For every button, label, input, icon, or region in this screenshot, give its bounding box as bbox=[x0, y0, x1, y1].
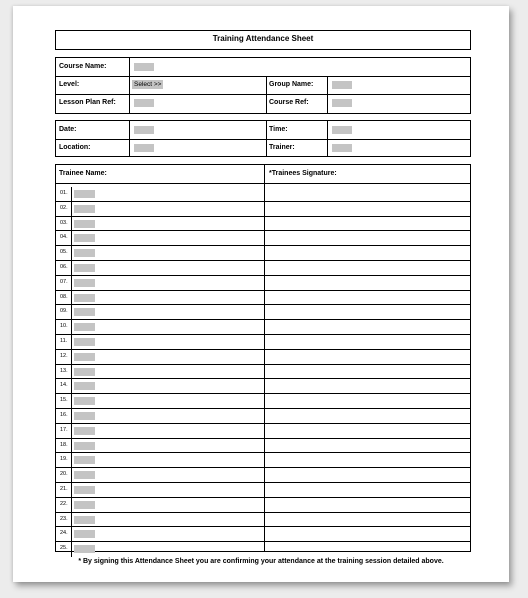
lesson-plan-field[interactable] bbox=[134, 99, 154, 107]
table-row bbox=[56, 231, 470, 246]
row-number: 05. bbox=[60, 249, 68, 256]
row-number: 06. bbox=[60, 264, 68, 270]
row-number-divider bbox=[71, 513, 72, 527]
course-name-field[interactable] bbox=[134, 63, 154, 71]
signature-field[interactable] bbox=[265, 379, 470, 393]
row-number: 22. bbox=[60, 500, 68, 507]
row-number: 15. bbox=[60, 397, 68, 404]
row-number: 09. bbox=[60, 308, 68, 315]
table-row bbox=[56, 453, 470, 468]
signature-field[interactable] bbox=[265, 305, 470, 319]
trainee-name-field[interactable] bbox=[74, 412, 95, 420]
row-number-divider bbox=[71, 217, 72, 231]
table-row bbox=[56, 291, 470, 306]
trainee-name-field[interactable] bbox=[74, 338, 95, 346]
row-number-divider bbox=[71, 542, 72, 557]
date-label: Date: bbox=[59, 126, 77, 133]
row-number-divider bbox=[71, 498, 72, 512]
date-field[interactable] bbox=[134, 126, 154, 134]
divider bbox=[56, 76, 470, 77]
row-number: 16. bbox=[60, 412, 68, 418]
signature-field[interactable] bbox=[265, 409, 470, 423]
footer-note: * By signing this Attendance Sheet you are confirming your attendance at the training session detailed above. bbox=[78, 558, 444, 565]
signature-field[interactable] bbox=[265, 513, 470, 527]
signature-field[interactable] bbox=[265, 350, 470, 364]
table-row bbox=[56, 513, 470, 528]
attendance-table bbox=[55, 164, 471, 552]
trainee-name-field[interactable] bbox=[74, 323, 95, 331]
trainee-name-field[interactable] bbox=[74, 308, 95, 316]
course-ref-label: Course Ref: bbox=[269, 99, 309, 106]
trainee-name-field[interactable] bbox=[74, 264, 95, 272]
divider bbox=[327, 76, 328, 114]
table-row bbox=[56, 350, 470, 365]
row-number-divider bbox=[71, 394, 72, 408]
table-row bbox=[56, 468, 470, 483]
signature-field[interactable] bbox=[265, 202, 470, 216]
signature-field[interactable] bbox=[265, 276, 470, 290]
trainee-name-field[interactable] bbox=[74, 442, 95, 450]
signature-field[interactable] bbox=[265, 394, 470, 408]
row-number-divider bbox=[71, 320, 72, 334]
table-row bbox=[56, 202, 470, 217]
row-number: 10. bbox=[60, 323, 68, 330]
row-number-divider bbox=[71, 527, 72, 541]
row-number-divider bbox=[71, 409, 72, 423]
row-number: 25. bbox=[60, 545, 68, 552]
row-number: 04. bbox=[60, 234, 68, 241]
table-row bbox=[56, 320, 470, 335]
trainee-name-field[interactable] bbox=[74, 190, 95, 198]
signature-header: *Trainees Signature: bbox=[269, 170, 337, 177]
row-number: 13. bbox=[60, 367, 68, 374]
trainer-field[interactable] bbox=[332, 144, 352, 152]
trainee-name-field[interactable] bbox=[74, 353, 95, 361]
trainee-name-field[interactable] bbox=[74, 397, 95, 405]
table-row bbox=[56, 394, 470, 409]
trainee-name-field[interactable] bbox=[74, 220, 95, 228]
row-number: 12. bbox=[60, 352, 68, 359]
signature-field[interactable] bbox=[265, 424, 470, 438]
table-row bbox=[56, 439, 470, 454]
trainee-name-field[interactable] bbox=[74, 456, 95, 464]
table-row bbox=[56, 246, 470, 261]
row-number-divider bbox=[71, 335, 72, 349]
divider bbox=[129, 121, 130, 157]
row-number-divider bbox=[71, 305, 72, 319]
row-number: 18. bbox=[60, 441, 68, 448]
trainee-name-header: Trainee Name: bbox=[59, 170, 107, 177]
row-number-divider bbox=[71, 261, 72, 275]
location-field[interactable] bbox=[134, 144, 154, 152]
table-row bbox=[56, 542, 470, 557]
row-number-divider bbox=[71, 379, 72, 393]
table-row bbox=[56, 305, 470, 320]
table-row bbox=[56, 335, 470, 350]
row-number: 23. bbox=[60, 515, 68, 522]
table-row bbox=[56, 261, 470, 276]
table-row bbox=[56, 365, 470, 380]
row-number: 14. bbox=[60, 382, 68, 389]
row-number: 07. bbox=[60, 278, 68, 285]
level-label: Level: bbox=[59, 81, 80, 88]
time-field[interactable] bbox=[332, 126, 352, 134]
trainee-name-field[interactable] bbox=[74, 234, 95, 242]
trainee-name-field[interactable] bbox=[74, 530, 95, 538]
trainee-name-field[interactable] bbox=[74, 486, 95, 494]
row-number: 03. bbox=[60, 219, 68, 226]
row-number: 02. bbox=[60, 204, 68, 211]
signature-field[interactable] bbox=[265, 439, 470, 453]
row-number: 19. bbox=[60, 456, 68, 463]
trainee-name-field[interactable] bbox=[74, 427, 95, 435]
course-details-section bbox=[55, 57, 471, 114]
trainee-name-field[interactable] bbox=[74, 279, 95, 287]
table-row bbox=[56, 409, 470, 424]
signature-field[interactable] bbox=[265, 468, 470, 482]
row-number-divider bbox=[71, 187, 72, 201]
row-number-divider bbox=[71, 424, 72, 438]
table-row bbox=[56, 424, 470, 439]
signature-field[interactable] bbox=[265, 453, 470, 467]
row-number: 24. bbox=[60, 530, 68, 537]
divider bbox=[56, 139, 470, 140]
trainee-name-field[interactable] bbox=[74, 368, 95, 376]
row-number-divider bbox=[71, 350, 72, 364]
signature-field[interactable] bbox=[265, 498, 470, 512]
location-label: Location: bbox=[59, 144, 91, 151]
row-number-divider bbox=[71, 483, 72, 497]
signature-field[interactable] bbox=[265, 231, 470, 245]
row-number-divider bbox=[71, 365, 72, 379]
signature-field[interactable] bbox=[265, 542, 470, 557]
session-details-section bbox=[55, 120, 471, 157]
signature-field[interactable] bbox=[265, 261, 470, 275]
row-number-divider bbox=[71, 231, 72, 245]
table-row bbox=[56, 187, 470, 202]
trainee-name-field[interactable] bbox=[74, 545, 95, 553]
row-number-divider bbox=[71, 291, 72, 305]
time-label: Time: bbox=[269, 126, 288, 133]
divider bbox=[56, 94, 470, 95]
table-row bbox=[56, 527, 470, 542]
signature-field[interactable] bbox=[265, 246, 470, 260]
row-number: 08. bbox=[60, 293, 68, 300]
divider bbox=[129, 58, 130, 114]
row-number-divider bbox=[71, 468, 72, 482]
course-ref-field[interactable] bbox=[332, 99, 352, 107]
signature-field[interactable] bbox=[265, 217, 470, 231]
trainee-name-field[interactable] bbox=[74, 471, 95, 479]
divider bbox=[266, 121, 267, 157]
lesson-plan-label: Lesson Plan Ref: bbox=[59, 99, 116, 106]
trainee-name-field[interactable] bbox=[74, 294, 95, 302]
table-row bbox=[56, 276, 470, 291]
table-row bbox=[56, 217, 470, 232]
row-number-divider bbox=[71, 276, 72, 290]
row-number: 20. bbox=[60, 471, 68, 478]
trainee-name-field[interactable] bbox=[74, 205, 95, 213]
signature-field[interactable] bbox=[265, 365, 470, 379]
trainee-name-field[interactable] bbox=[74, 516, 95, 524]
table-row bbox=[56, 498, 470, 513]
signature-field[interactable] bbox=[265, 320, 470, 334]
signature-field[interactable] bbox=[265, 187, 470, 201]
document-page bbox=[13, 6, 509, 582]
signature-field[interactable] bbox=[265, 527, 470, 541]
trainee-name-field[interactable] bbox=[74, 249, 95, 257]
course-name-label: Course Name: bbox=[59, 63, 107, 70]
group-name-field[interactable] bbox=[332, 81, 352, 89]
row-number: 01. bbox=[60, 190, 68, 196]
divider bbox=[266, 76, 267, 114]
table-row bbox=[56, 379, 470, 394]
signature-field[interactable] bbox=[265, 335, 470, 349]
row-number: 21. bbox=[60, 486, 68, 492]
row-number-divider bbox=[71, 202, 72, 216]
sheet-title: Training Attendance Sheet bbox=[212, 34, 314, 43]
signature-field[interactable] bbox=[265, 483, 470, 497]
table-row bbox=[56, 483, 470, 498]
title-box bbox=[55, 30, 471, 50]
row-number-divider bbox=[71, 439, 72, 453]
row-number: 17. bbox=[60, 426, 68, 433]
table-header bbox=[56, 165, 470, 184]
trainee-name-field[interactable] bbox=[74, 382, 95, 390]
level-select[interactable]: Select >> bbox=[134, 81, 162, 88]
row-number: 11. bbox=[60, 338, 68, 344]
row-number-divider bbox=[71, 246, 72, 260]
trainer-label: Trainer: bbox=[269, 144, 295, 151]
trainee-name-field[interactable] bbox=[74, 501, 95, 509]
row-number-divider bbox=[71, 453, 72, 467]
group-name-label: Group Name: bbox=[269, 81, 314, 88]
signature-field[interactable] bbox=[265, 291, 470, 305]
divider bbox=[327, 121, 328, 157]
